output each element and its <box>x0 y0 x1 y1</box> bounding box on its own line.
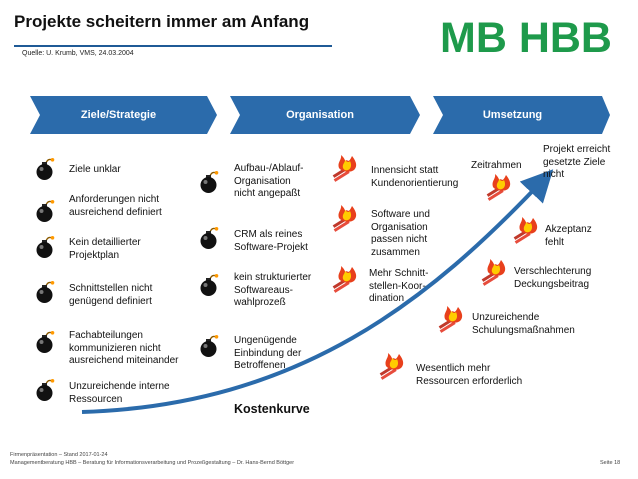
phase-label-strategy: Ziele/Strategie <box>80 109 157 121</box>
bomb-icon <box>33 199 57 223</box>
page-number: Seite 18 <box>600 460 621 466</box>
phase-label-implementation: Umsetzung <box>482 109 543 121</box>
fire-icon <box>330 265 360 293</box>
bomb-icon <box>33 330 57 354</box>
problem-item: Software und Organisation passen nicht zusammen <box>371 209 430 258</box>
bomb-icon <box>197 334 221 358</box>
risk-item: Kein detaillierter Projektplan <box>69 237 141 261</box>
fire-icon <box>436 305 466 333</box>
bomb-icon <box>197 273 221 297</box>
cost-curve-label: Kostenkurve <box>234 402 310 416</box>
bomb-icon <box>33 280 57 304</box>
risk-item: Anforderungen nicht ausreichend definiert <box>69 194 162 218</box>
fire-icon <box>479 258 509 286</box>
bomb-icon <box>197 170 221 194</box>
bomb-icon <box>33 157 57 181</box>
problem-item: Mehr Schnitt- stellen-Koor- dination <box>369 268 429 304</box>
risk-item: Schnittstellen nicht genügend definiert <box>69 283 153 307</box>
fire-icon <box>330 154 360 182</box>
footer-line-1: Firmenpräsentation – Stand 2017-01-24 <box>10 452 108 458</box>
source-citation: Quelle: U. Krumb, VMS, 24.03.2004 <box>22 50 134 57</box>
risk-item: kein strukturierter Softwareaus- wahlprozeß <box>234 272 312 308</box>
fire-icon <box>330 204 360 232</box>
risk-item: Ziele unklar <box>69 164 121 175</box>
fire-icon <box>484 173 514 201</box>
problem-item: Zeitrahmen <box>471 160 522 171</box>
page-title: Projekte scheitern immer am Anfang <box>14 12 310 31</box>
problem-item: Unzureichende Schulungsmaßnahmen <box>472 312 575 336</box>
risk-item: Ungenügende Einbindung der Betroffenen <box>234 335 302 371</box>
bomb-icon <box>33 378 57 402</box>
goal-text: Projekt erreicht gesetzte Ziele nicht <box>543 144 611 180</box>
problem-item: Verschlechterung Deckungsbeitrag <box>514 266 592 290</box>
bomb-icon <box>33 235 57 259</box>
problem-item: Innensicht statt Kundenorientierung <box>371 165 459 189</box>
fire-icon <box>511 216 541 244</box>
problem-item: Akzeptanz fehlt <box>545 224 592 248</box>
bomb-icon <box>197 226 221 250</box>
problem-item: Wesentlich mehr Ressourcen erforderlich <box>416 363 523 387</box>
logo-text: MB HBB <box>440 14 612 60</box>
risk-item: Fachabteilungen kommunizieren nicht ausreichend miteinander <box>69 330 179 366</box>
risk-item: CRM als reines Software-Projekt <box>234 229 308 253</box>
footer-line-2: Managementberatung HBB – Beratung für Informationsverarbeitung und Prozeßgestaltung – Dr. Hans-Bernd Böttger <box>10 460 295 466</box>
risk-item: Unzureichende interne Ressourcen <box>69 381 170 405</box>
risk-item: Aufbau-/Ablauf- Organisation nicht angepaßt <box>234 163 304 199</box>
fire-icon <box>377 352 407 380</box>
phase-label-organisation: Organisation <box>286 109 354 121</box>
